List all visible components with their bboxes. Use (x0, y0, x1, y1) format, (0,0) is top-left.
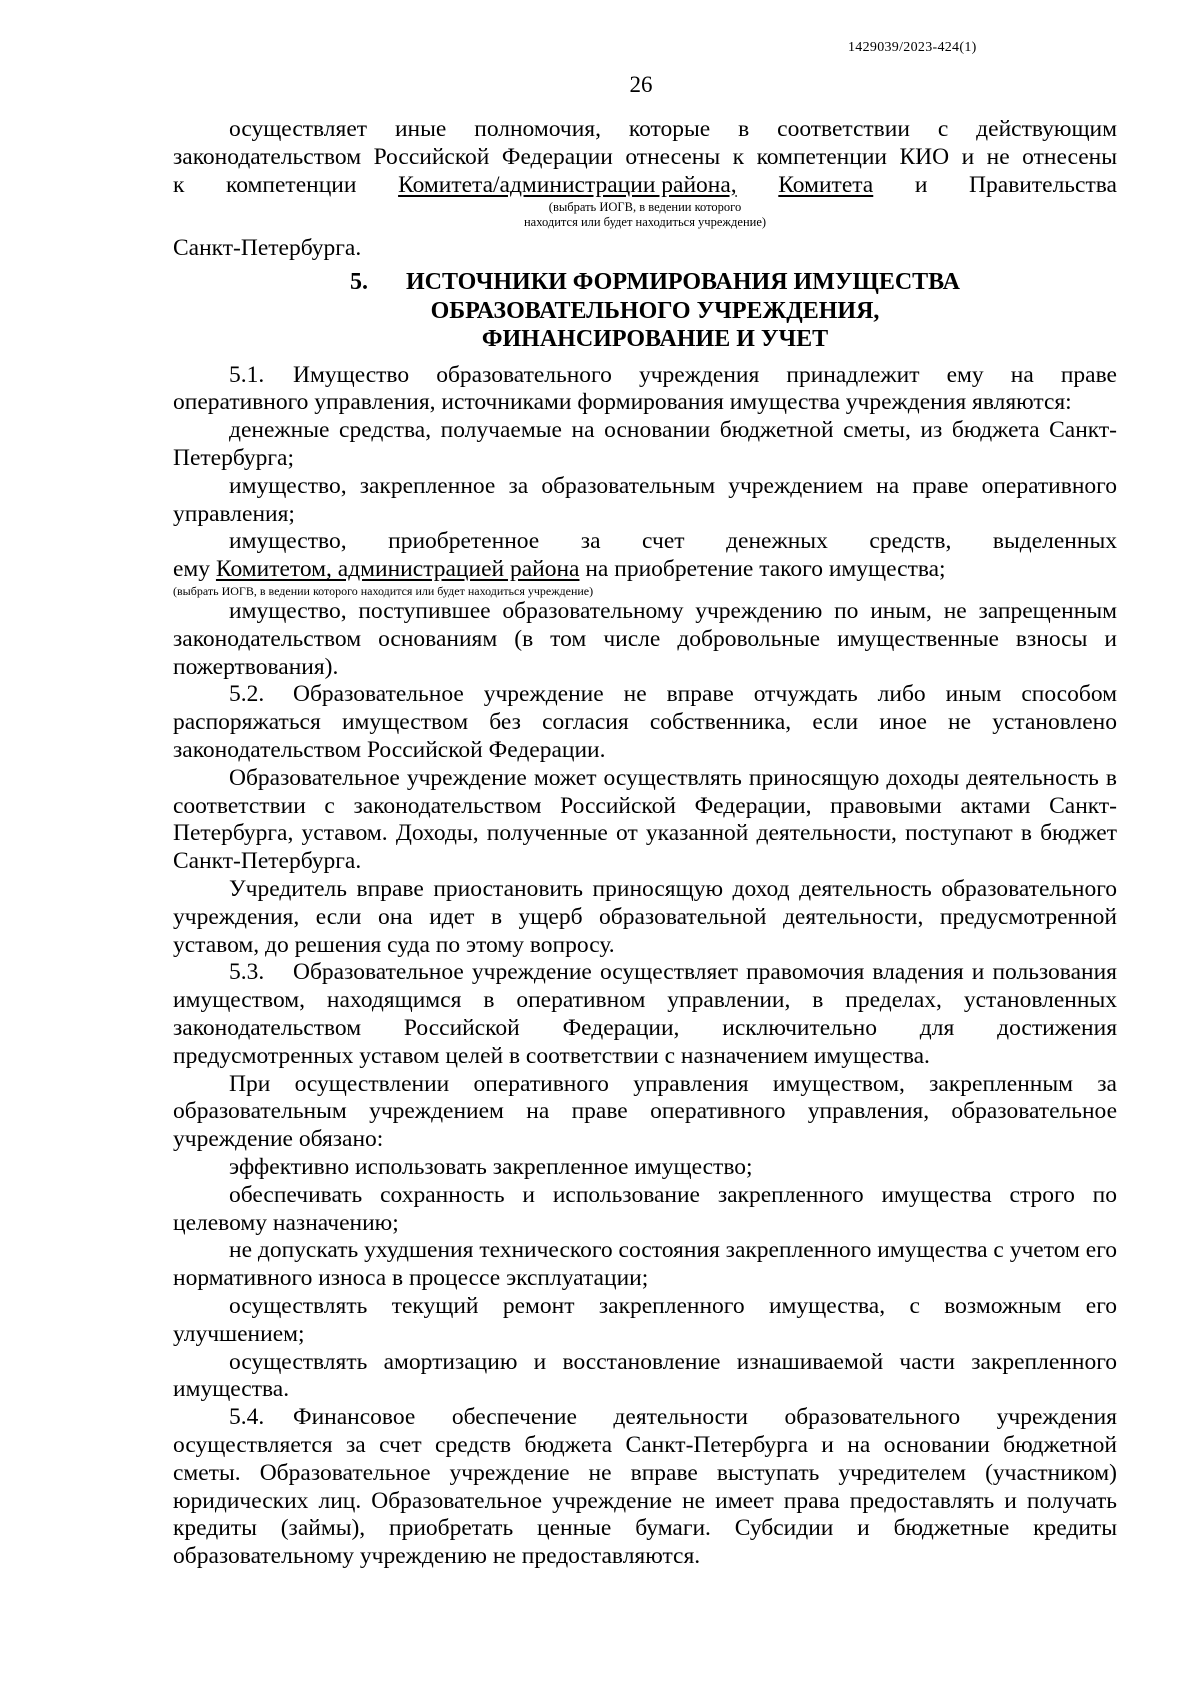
list-item-other-property: имущество, поступившее образовательному учреждению по иным, не запрещенным законодательством основаниям (в том числе добровольные имущественные взносы и пожертвования). (173, 598, 1117, 680)
paragraph-5-3: 5.3. Образовательное учреждение осуществляет правомочия владения и пользования имуществом, находящимся в оперативном управлении, в пределах, установленных законодательством Российской Федерации, исключительно для достижения предусмотренных уставом целей в соответствии с назначением имущества. (173, 959, 1117, 1069)
paragraph-5-4: 5.4. Финансовое обеспечение деятельности образовательного учреждения осуществляется за счет средств бюджета Санкт-Петербурга и на основании бюджетной сметы. Образовательное учреждение не вправе выступать учредителем (участником) юридических лиц. Образовательное учреждение не имеет права предоставлять и получать кредиты (займы), приобретать ценные бумаги. Субсидии и бюджетные кредиты образовательному учреждению не предоставляются. (173, 1404, 1117, 1570)
paragraph-5-4-number: 5.4. (229, 1404, 265, 1431)
iogv-note-line-1: (выбрать ИОГВ, в ведении которого (548, 200, 742, 215)
word-and: и (914, 171, 928, 198)
list-item-budget-funds: денежные средства, получаемые на основании бюджетной сметы, из бюджета Санкт-Петербурга; (173, 417, 1117, 472)
list-item-repair: осуществлять текущий ремонт закрепленного имущества, с возможным его улучшением; (173, 1292, 1117, 1347)
paragraph-5-3-obligations: При осуществлении оперативного управления имуществом, закрепленным за образовательным учреждением на праве оперативного управления, образовательное учреждение обязано: (173, 1070, 1117, 1153)
document-body (173, 116, 1117, 1571)
list-item-preserve: обеспечивать сохранность и использование закрепленного имущества строго по целевому назначению; (173, 1181, 1117, 1236)
section-title-line-2: ОБРАЗОВАТЕЛЬНОГО УЧРЕЖДЕНИЯ, (430, 297, 880, 324)
committee-placeholder-3: Комитетом, администрацией района (215, 556, 580, 583)
word-competence: компетенции (226, 171, 357, 198)
section-heading (173, 268, 1117, 354)
list-item-acquired-property: имущество, приобретенное за счет денежных средств, выделенных (229, 528, 1117, 555)
section-title-line-3: ФИНАНСИРОВАНИЕ И УЧЕТ (481, 326, 829, 353)
list-item-depreciation: осуществлять амортизацию и восстановление изнашиваемой части закрепленного имущества. (173, 1348, 1117, 1403)
document-id: 1429039/2023-424(1) (848, 40, 977, 55)
section-number: 5. (349, 269, 368, 296)
list-item-no-deterioration: не допускать ухудшения технического состояния закрепленного имущества с учетом его нормативного износа в процессе эксплуатации; (173, 1237, 1117, 1292)
paragraph-5-2-income: Образовательное учреждение может осуществлять приносящую доходы деятельность в соответствии с законодательством Российской Федерации, правовыми актами Санкт-Петербурга, уставом. Доходы, полученные от указанной деятельности, поступают в бюджет Санкт-Петербурга. (173, 764, 1117, 875)
word-government: Правительства (969, 171, 1117, 198)
paragraph-intro-competence-line (173, 172, 1117, 200)
list-item-acquired-property-cont: ему Комитетом, администрацией района на приобретение такого имущества; (173, 556, 946, 583)
paragraph-intro: осуществляет иные полномочия, которые в соответствии с действующим законодательством Российской Федерации отнесены к компетенции КИО и не отнесены (173, 116, 1117, 170)
list-item-assigned-property: имущество, закрепленное за образовательным учреждением на праве оперативного управления; (173, 472, 1117, 527)
committee-placeholder: Комитета/администрации района, (398, 171, 737, 198)
page-number: 26 (629, 72, 653, 97)
paragraph-5-2-number: 5.2. (229, 681, 265, 708)
paragraph-5-1: 5.1. Имущество образовательного учреждения принадлежит ему на праве оперативного управления, источниками формирования имущества учреждения являются: (173, 361, 1117, 416)
paragraph-5-2: 5.2. Образовательное учреждение не вправе отчуждать либо иным способом распоряжаться имуществом без согласия собственника, если иное не установлено законодательством Российской Федерации. (173, 681, 1117, 764)
committee-placeholder-2: Комитета (778, 171, 874, 198)
paragraph-intro-end: Санкт-Петербурга. (173, 235, 362, 262)
paragraph-5-2-founder: Учредитель вправе приостановить приносящую доход деятельность образовательного учреждения, если она идет в ущерб образовательной деятельности, предусмотренной уставом, до решения суда по этому вопросу. (173, 876, 1117, 958)
word-k: к (173, 171, 185, 198)
iogv-note-2: (выбрать ИОГВ, в ведении которого находится или будет находиться учреждение) (173, 584, 594, 599)
list-item-use-effectively: эффективно использовать закрепленное имущество; (229, 1154, 753, 1180)
paragraph-5-1-number: 5.1. (229, 361, 265, 388)
iogv-note (173, 200, 1117, 229)
iogv-note-line-2: находится или будет находиться учреждение) (523, 214, 767, 229)
paragraph-5-3-number: 5.3. (229, 959, 265, 986)
section-title-line-1: ИСТОЧНИКИ ФОРМИРОВАНИЯ ИМУЩЕСТВА (405, 269, 961, 296)
